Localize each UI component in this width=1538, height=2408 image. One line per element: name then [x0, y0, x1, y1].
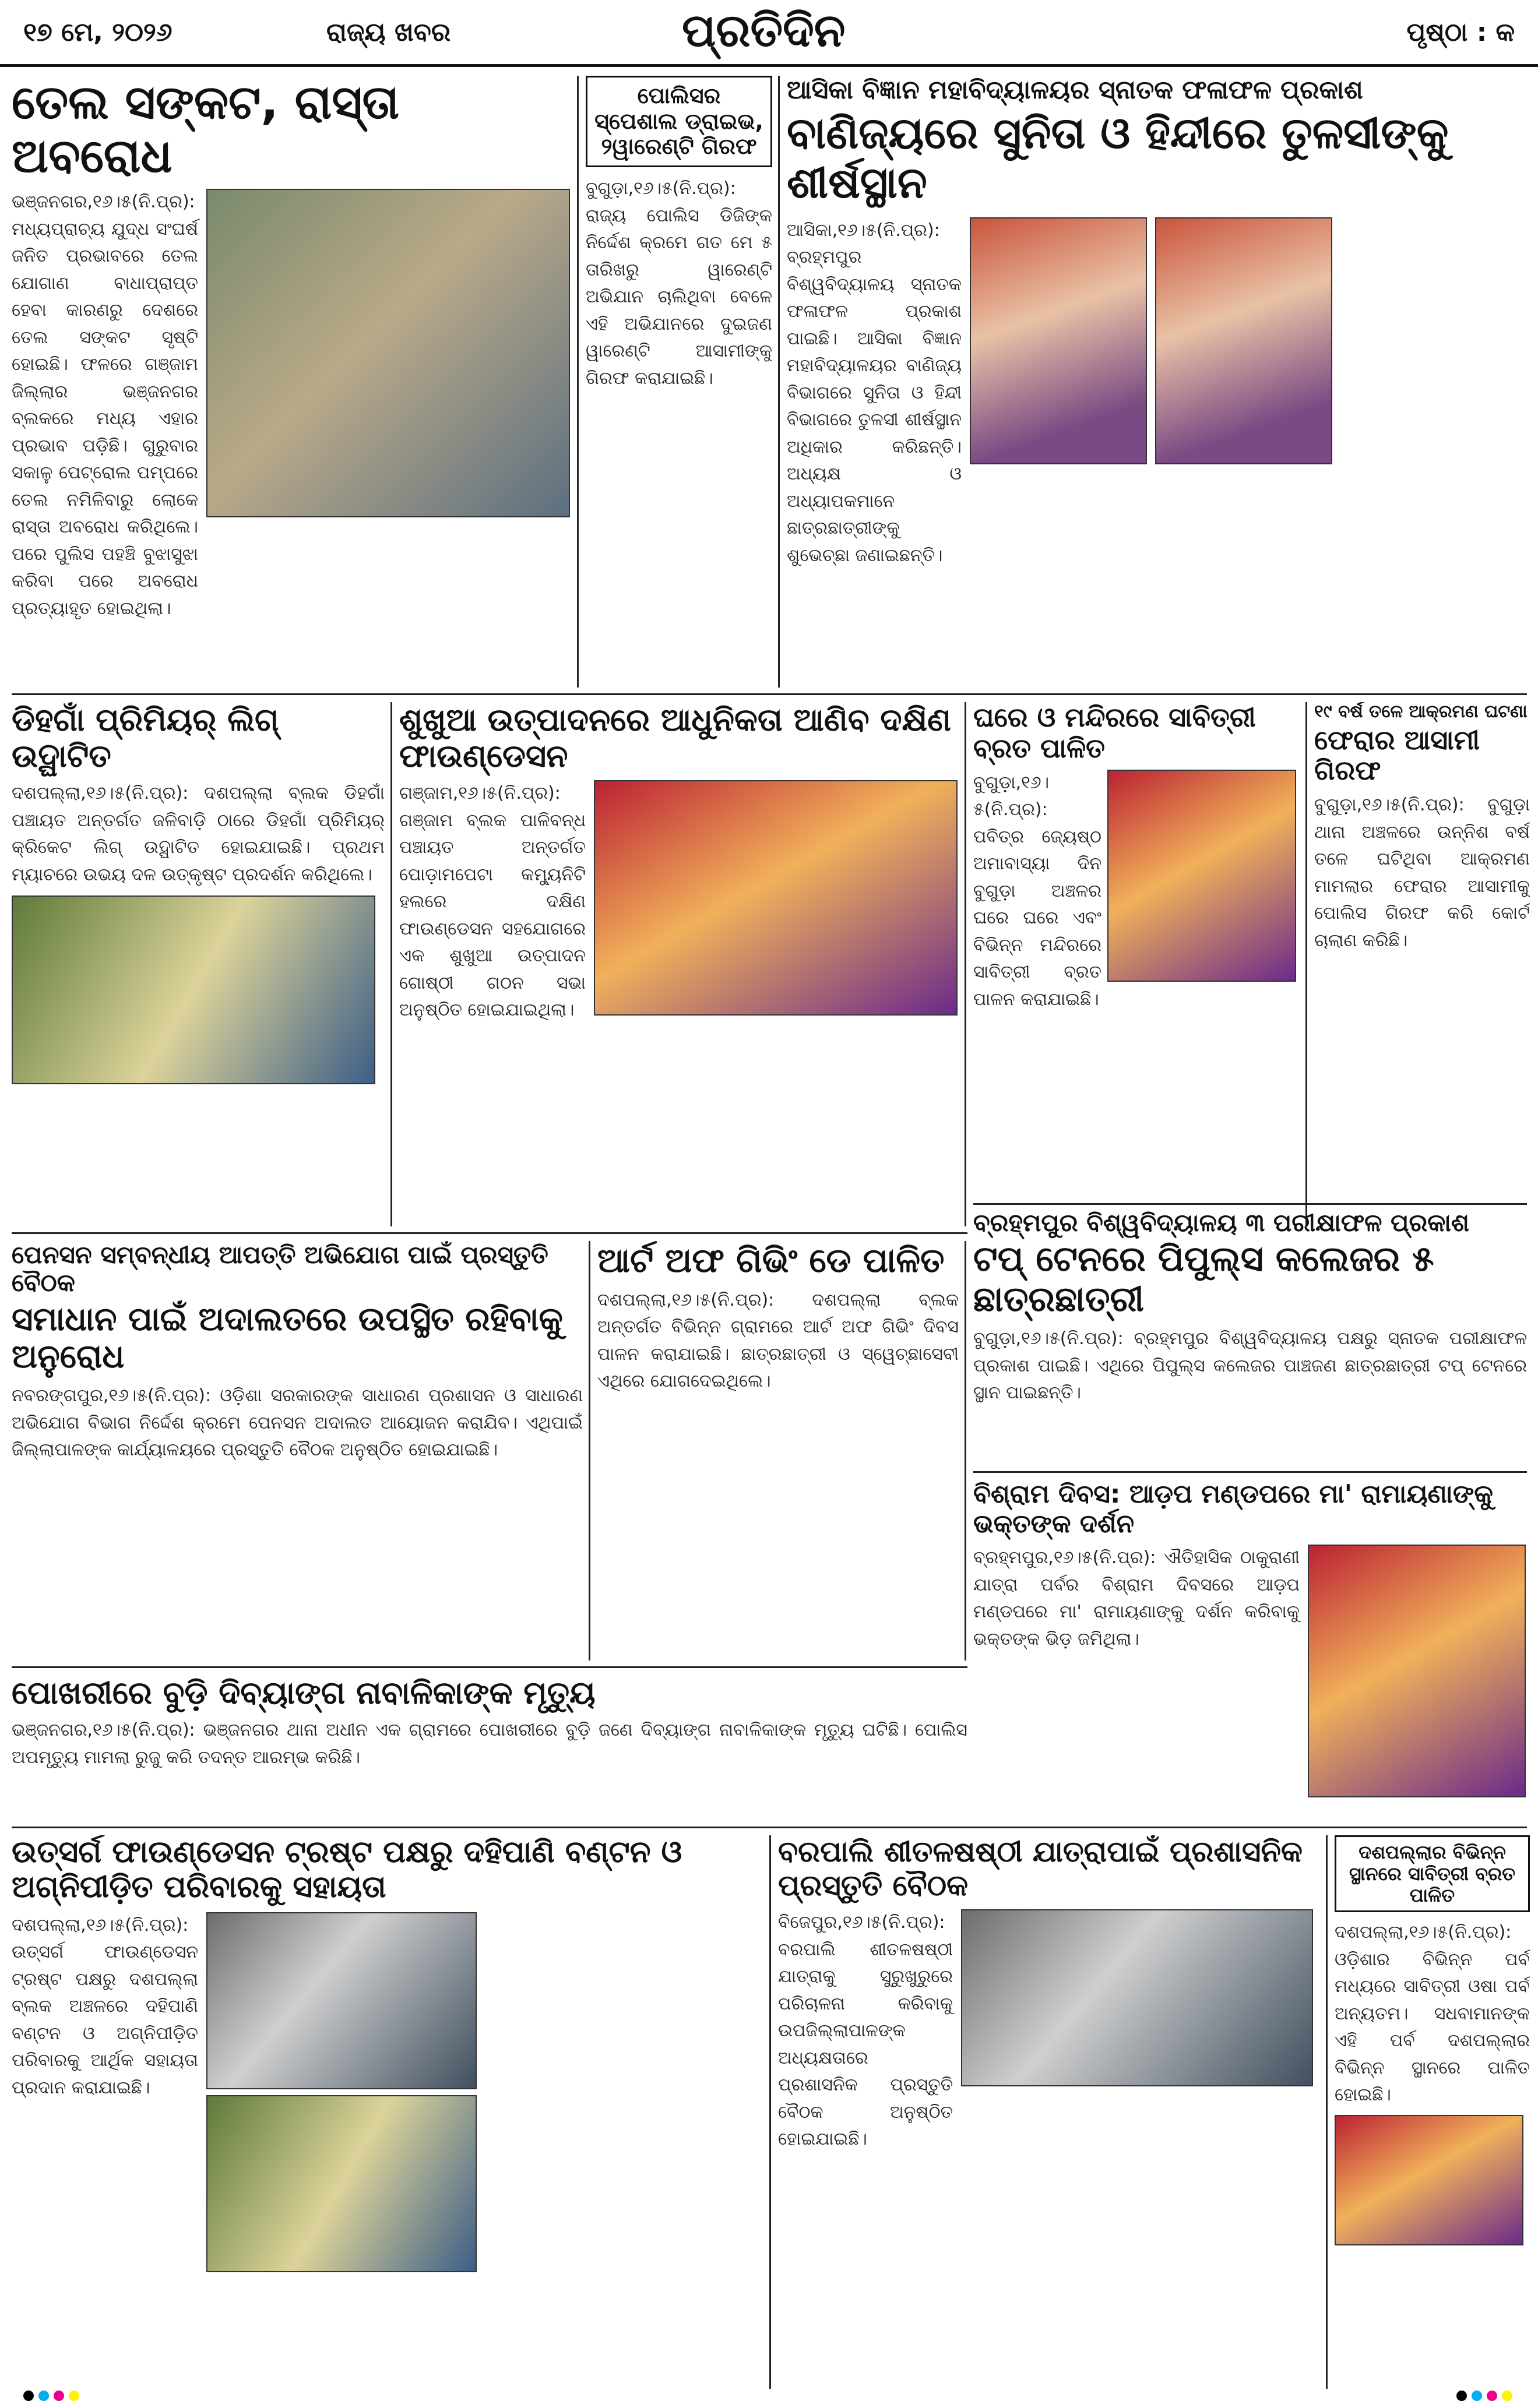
article-body: ଦଶପଲ୍ଲା,୧୬।୫(ନି.ପ୍ର): ଦଶପଲ୍ଲା ବ୍ଲକ ଅନ୍ତର୍ଗତ ବିଭିନ୍ନ ଗ୍ରାମରେ ଆର୍ଟ ଅଫ ଗିଭିଂ ଦିବସ ପାଳନ କରାଯାଇଛି। ଛାତ୍ରଛାତ୍ରୀ ଓ ସ୍ୱେଚ୍ଛାସେବୀ ଏଥିରେ ଯୋଗଦେଇଥିଲେ।	[597, 1289, 959, 1392]
article-body: ନବରଙ୍ଗପୁର,୧୬।୫(ନି.ପ୍ର): ଓଡ଼ିଶା ସରକାରଙ୍କ ସାଧାରଣ ପ୍ରଶାସନ ଓ ସାଧାରଣ ଅଭିଯୋଗ ବିଭାଗ ନିର୍ଦ୍ଦେଶ କ୍ରମେ ପେନସନ ଅଦାଲତ ଆୟୋଜନ କରାଯିବ। ଏଥିପାଇଁ ଜିଲ୍ଲାପାଳଙ୍କ କାର୍ଯ୍ୟାଳୟରେ ପ୍ରସ୍ତୁତି ବୈଠକ ଅନୁଷ୍ଠିତ ହୋଇଯାଇଛି।	[12, 1385, 583, 1461]
aid-distribution-photo	[206, 2095, 477, 2272]
article-body: ବୁଗୁଡ଼ା,୧୬।୫(ନି.ପ୍ର): ପବିତ୍ର ଜ୍ୟେଷ୍ଠ ଅମାବାସ୍ୟା ଦିନ ବୁଗୁଡ଼ା ଅଞ୍ଚଳର ଘରେ ଘରେ ଏବଂ ବିଭିନ୍ନ ମନ୍ଦିରରେ ସାବିତ୍ରୀ ବ୍ରତ ପାଳନ କରାଯାଇଛି।	[973, 772, 1101, 1010]
article-body: ଦଶପଲ୍ଲା,୧୬।୫(ନି.ପ୍ର): ଦଶପଲ୍ଲା ବ୍ଲକ ଡିହଗାଁ ପଞ୍ଚାୟତ ଅନ୍ତର୍ଗତ ଜଳିବାଡ଼ି ଠାରେ ଡିହଗାଁ ପ୍ରିମିୟର୍ କ୍ରିକେଟ ଲିଗ୍ ଉଦ୍ଘାଟିତ ହୋଇଯାଇଛି। ପ୍ରଥମ ମ୍ୟାଚରେ ଉଭୟ ଦଳ ଉତ୍କୃଷ୍ଟ ପ୍ରଦର୍ଶନ କରିଥିଲେ।	[12, 783, 385, 885]
headline: ଟପ୍ ଟେନରେ ପିପୁଲ୍ସ କଲେଜର ୫ ଛାତ୍ରଛାତ୍ରୀ	[973, 1239, 1434, 1320]
headline: ଡିହଗାଁ ପ୍ରିମିୟର୍ ଲିଗ୍ ଉଦ୍ଘାଟିତ	[12, 702, 279, 775]
article-savitri-home	[973, 702, 1300, 1226]
article-dry-fish	[399, 702, 959, 1226]
article-body: ବୁଗୁଡ଼ା,୧୬।୫(ନି.ପ୍ର): ବ୍ରହ୍ମପୁର ବିଶ୍ୱବିଦ୍ୟାଳୟ ପକ୍ଷରୁ ସ୍ନାତକ ପରୀକ୍ଷାଫଳ ପ୍ରକାଶ ପାଇଛି। ଏଥିରେ ପିପୁଲ୍ସ କଲେଜର ପାଞ୍ଚଜଣ ଛାତ୍ରଛାତ୍ରୀ ଟପ୍ ଟେନରେ ସ୍ଥାନ ପାଇଛନ୍ତି।	[973, 1328, 1527, 1404]
masthead-section: ରାଜ୍ୟ ଖବର	[326, 17, 451, 47]
burnt-house-photo	[206, 1912, 477, 2089]
article-body: ଗଞ୍ଜାମ,୧୬।୫(ନି.ପ୍ର): ଗଞ୍ଜାମ ବ୍ଲକ ପାଳିବନ୍ଧ ପଞ୍ଚାୟତ ଅନ୍ତର୍ଗତ ପୋଡ଼ାମପେଟା କମ୍ୟୁନିଟି ହଲରେ ଦକ୍ଷିଣ ଫାଉଣ୍ଡେସନ ସହଯୋଗରେ ଏକ ଶୁଖୁଆ ଉତ୍ପାଦନ ଗୋଷ୍ଠୀ ଗଠନ ସଭା ଅନୁଷ୍ଠିତ ହୋଇଯାଇଥିଲା।	[399, 783, 586, 1021]
savitri-puja-photo	[1107, 770, 1296, 982]
headline: ପୋଖରୀରେ ବୁଡ଼ି ଦିବ୍ୟାଙ୍ଗ ନାବାଳିକାଙ୍କ ମୃତ୍ୟୁ	[12, 1675, 596, 1711]
article-asika-results	[787, 76, 1527, 688]
article-body: ବିଜେପୁର,୧୬।୫(ନି.ପ୍ର): ବରପାଲି ଶୀତଳଷଷ୍ଠୀ ଯାତ୍ରାକୁ ସୁରୁଖୁରୁରେ ପରିଚାଳନା କରିବାକୁ ଉପଜିଲ୍ଲାପାଳଙ୍କ ଅଧ୍ୟକ୍ଷତାରେ ପ୍ରଶାସନିକ ପ୍ରସ୍ତୁତି ବୈଠକ ଅନୁଷ୍ଠିତ ହୋଇଯାଇଛି।	[778, 1912, 953, 2149]
article-body: ଆସିକା,୧୬।୫(ନି.ପ୍ର): ବ୍ରହ୍ମପୁର ବିଶ୍ୱବିଦ୍ୟାଳୟ ସ୍ନାତକ ଫଳାଫଳ ପ୍ରକାଶ ପାଇଛି। ଆସିକା ବିଜ୍ଞାନ ମହାବିଦ୍ୟାଳୟର ବାଣିଜ୍ୟ ବିଭାଗରେ ସୁନିତା ଓ ହିନ୍ଦୀ ବିଭାଗରେ ତୁଳସୀ ଶୀର୍ଷସ୍ଥାନ ଅଧିକାର କରିଛନ୍ତି। ଅଧ୍ୟକ୍ଷ ଓ ଅଧ୍ୟାପକମାନେ ଛାତ୍ରଛାତ୍ରୀଙ୍କୁ ଶୁଭେଚ୍ଛା ଜଣାଇଛନ୍ତି।	[787, 220, 962, 566]
headline: ଆର୍ଟ ଅଫ ଗିଭିଂ ଡେ ପାଳିତ	[597, 1241, 945, 1280]
article-body: ବୁଗୁଡ଼ା,୧୬।୫(ନି.ପ୍ର): ବୁଗୁଡ଼ା ଥାନା ଅଞ୍ଚଳରେ ଉନ୍ନିଶ ବର୍ଷ ତଳେ ଘଟିଥିବା ଆକ୍ରମଣ ମାମଲାର ଫେରାର ଆସାମୀକୁ ପୋଲିସ ଗିରଫ କରି କୋର୍ଟ ଚାଲାଣ କରିଛି।	[1314, 795, 1530, 951]
kicker: ୧୯ ବର୍ଷ ତଳେ ଆକ୍ରମଣ ଘଟଣା	[1314, 702, 1528, 722]
headline: ଶୁଖୁଆ ଉତ୍ପାଦନରେ ଆଧୁନିକତା ଆଣିବ ଦକ୍ଷିଣ ଫାଉଣ୍ଡେସନ	[399, 702, 951, 775]
headline: ପୋଲିସର ସ୍ପେଶାଲ ଡ୍ରାଇଭ, ୨ୱାରେଣ୍ଟି ଗିରଫ	[586, 76, 772, 167]
masthead	[0, 0, 1538, 67]
article-body: ଦଶପଲ୍ଲା,୧୬।୫(ନି.ପ୍ର): ଓଡ଼ିଶାର ବିଭିନ୍ନ ପର୍ବ ମଧ୍ୟରେ ସାବିତ୍ରୀ ଓଷା ପର୍ବ ଅନ୍ୟତମ। ସଧବାମାନଙ୍କ ଏହି ପର୍ବ ଦଶପଲ୍ଲାର ବିଭିନ୍ନ ସ୍ଥାନରେ ପାଳିତ ହୋଇଛି।	[1335, 1922, 1530, 2106]
registration-dots-right	[1456, 2391, 1526, 2402]
headline: ସମାଧାନ ପାଇଁ ଅଦାଲତରେ ଉପସ୍ଥିତ ରହିବାକୁ ଅନୁରୋଧ	[12, 1300, 563, 1376]
deity-darshan-photo	[1308, 1545, 1526, 1797]
article-savitri-dashapalla	[1335, 1835, 1530, 2389]
headline: ଘରେ ଓ ମନ୍ଦିରରେ ସାବିତ୍ରୀ ବ୍ରତ ପାଳିତ	[973, 702, 1256, 764]
article-ramayana-darshan	[973, 1480, 1527, 1824]
kicker: ବ୍ରହ୍ମପୁର ବିଶ୍ୱବିଦ୍ୟାଳୟ ୩ ପରୀକ୍ଷାଫଳ ପ୍ରକାଶ	[973, 1209, 1470, 1237]
headline: ଦଶପଲ୍ଲାର ବିଭିନ୍ନ ସ୍ଥାନରେ ସାବିତ୍ରୀ ବ୍ରତ ପାଳିତ	[1335, 1835, 1530, 1912]
headline: ତେଲ ସଙ୍କଟ, ରାସ୍ତା ଅବରୋଧ	[12, 76, 400, 183]
article-police-drive	[586, 76, 772, 688]
road-blockade-photo	[206, 189, 570, 517]
headline: ଫେରାର ଆସାମୀ ଗିରଫ	[1314, 724, 1480, 787]
article-barpali-meeting	[778, 1835, 1320, 2389]
article-drowning	[12, 1675, 967, 1821]
article-absconder-arrest	[1314, 702, 1530, 1226]
masthead-date: ୧୭ ମେ, ୨୦୨୬	[23, 17, 173, 47]
registration-dots-left	[23, 2391, 93, 2402]
article-body: ବ୍ରହ୍ମପୁର,୧୬।୫(ନି.ପ୍ର): ଐତିହାସିକ ଠାକୁରାଣୀ ଯାତ୍ରା ପର୍ବର ବିଶ୍ରାମ ଦିବସରେ ଆଡ଼ପ ମଣ୍ଡପରେ ମା' ରାମାୟଣାଙ୍କୁ ଦର୍ଶନ କରିବାକୁ ଭକ୍ତଙ୍କ ଭିଡ଼ ଜମିଥିଲା।	[973, 1547, 1300, 1649]
article-utsarg-foundation	[12, 1835, 763, 2389]
meeting-women-photo	[594, 780, 958, 1016]
kicker: ପେନସନ ସମ୍ବନ୍ଧୀୟ ଆପତ୍ତି ଅଭିଯୋଗ ପାଇଁ ପ୍ରସ୍ତୁତି ବୈଠକ	[12, 1241, 548, 1298]
cricket-team-photo	[12, 895, 375, 1084]
article-dihagaon-league	[12, 702, 385, 1226]
headline: ବରପାଲି ଶୀତଳଷଷ୍ଠୀ ଯାତ୍ରାପାଇଁ ପ୍ରଶାସନିକ ପ୍ରସ୍ତୁତି ବୈଠକ	[778, 1835, 1303, 1902]
article-body: ବୁଗୁଡ଼ା,୧୬।୫(ନି.ପ୍ର): ରାଜ୍ୟ ପୋଲିସ ଡିଜିଙ୍କ ନିର୍ଦ୍ଦେଶ କ୍ରମେ ଗତ ମେ ୫ ତାରିଖରୁ ୱାରେଣ୍ଟି ଅଭିଯାନ ଚାଲିଥିବା ବେଳେ ଏହି ଅଭିଯାନରେ ଦୁଇଜଣ ୱାରେଣ୍ଟି ଆସାମୀଙ୍କୁ ଗିରଫ କରାଯାଇଛି।	[586, 178, 772, 389]
student-sunita-photo	[970, 217, 1147, 464]
headline: ଉତ୍ସର୍ଗ ଫାଉଣ୍ଡେସନ ଟ୍ରଷ୍ଟ ପକ୍ଷରୁ ଦହିପାଣି ବଣ୍ଟନ ଓ ଅଗ୍ନିପୀଡ଼ିତ ପରିବାରକୁ ସହାୟତା	[12, 1835, 682, 1905]
headline: ବାଣିଜ୍ୟରେ ସୁନିତା ଓ ହିନ୍ଦୀରେ ତୁଳସୀଙ୍କୁ ଶୀର୍ଷସ୍ଥାନ	[787, 108, 1449, 208]
masthead-page: ପୃଷ୍ଠା : କ	[1406, 17, 1515, 47]
article-top-ten	[973, 1209, 1527, 1465]
savitri-women-photo	[1335, 2115, 1523, 2245]
article-oil-crisis	[12, 76, 571, 688]
headline: ବିଶ୍ରାମ ଦିବସ: ଆଡ଼ପ ମଣ୍ଡପରେ ମା' ରାମାୟଣାଙ୍କୁ ଭକ୍ତଙ୍କ ଦର୍ଶନ	[973, 1480, 1493, 1539]
kicker: ଆସିକା ବିଜ୍ଞାନ ମହାବିଦ୍ୟାଳୟର ସ୍ନାତକ ଫଳାଫଳ ପ୍ରକାଶ	[787, 76, 1363, 105]
article-pension-court	[12, 1241, 583, 1660]
article-body: ଭଞ୍ଜନଗର,୧୬।୫(ନି.ପ୍ର): ଭଞ୍ଜନଗର ଥାନା ଅଧୀନ ଏକ ଗ୍ରାମରେ ପୋଖରୀରେ ବୁଡ଼ି ଜଣେ ଦିବ୍ୟାଙ୍ଗ ନାବାଳିକାଙ୍କ ମୃତ୍ୟୁ ଘଟିଛି। ପୋଲିସ ଅପମୃତ୍ୟୁ ମାମଲା ରୁଜୁ କରି ତଦନ୍ତ ଆରମ୍ଭ କରିଛି।	[12, 1720, 967, 1768]
article-body: ଭଞ୍ଜନଗର,୧୬।୫(ନି.ପ୍ର): ମଧ୍ୟପ୍ରାଚ୍ୟ ଯୁଦ୍ଧ ସଂଘର୍ଷ ଜନିତ ପ୍ରଭାବରେ ତେଲ ଯୋଗାଣ ବାଧାପ୍ରାପ୍ତ ହେବା କାରଣରୁ ଦେଶରେ ତେଲ ସଙ୍କଟ ସୃଷ୍ଟି ହୋଇଛି। ଫଳରେ ଗଞ୍ଜାମ ଜିଲ୍ଲାର ଭଞ୍ଜନଗର ବ୍ଲକରେ ମଧ୍ୟ ଏହାର ପ୍ରଭାବ ପଡ଼ିଛି। ଗୁରୁବାର ସକାଳୁ ପେଟ୍ରୋଲ ପମ୍ପରେ ତେଲ ନମିଳିବାରୁ ଲୋକେ ରାସ୍ତା ଅବରୋଧ କରିଥିଲେ। ପରେ ପୁଲିସ ପହଞ୍ଚି ବୁଝାସୁଝା କରିବା ପରେ ଅବରୋଧ ପ୍ରତ୍ୟାହୃତ ହୋଇଥିଲା।	[12, 192, 198, 619]
article-body: ଦଶପଲ୍ଲା,୧୬।୫(ନି.ପ୍ର): ଉତ୍ସର୍ଗ ଫାଉଣ୍ଡେସନ ଟ୍ରଷ୍ଟ ପକ୍ଷରୁ ଦଶପଲ୍ଲା ବ୍ଲକ ଅଞ୍ଚଳରେ ଦହିପାଣି ବଣ୍ଟନ ଓ ଅଗ୍ନିପୀଡ଼ିତ ପରିବାରକୁ ଆର୍ଥିକ ସହାୟତା ପ୍ରଦାନ କରାଯାଇଛି।	[12, 1915, 198, 2098]
student-tulasi-photo	[1155, 217, 1332, 464]
article-art-of-giving	[597, 1241, 959, 1660]
admin-meeting-photo	[961, 1909, 1313, 2086]
masthead-paper-logo: ପ୍ରତିଦିନ	[682, 5, 846, 57]
